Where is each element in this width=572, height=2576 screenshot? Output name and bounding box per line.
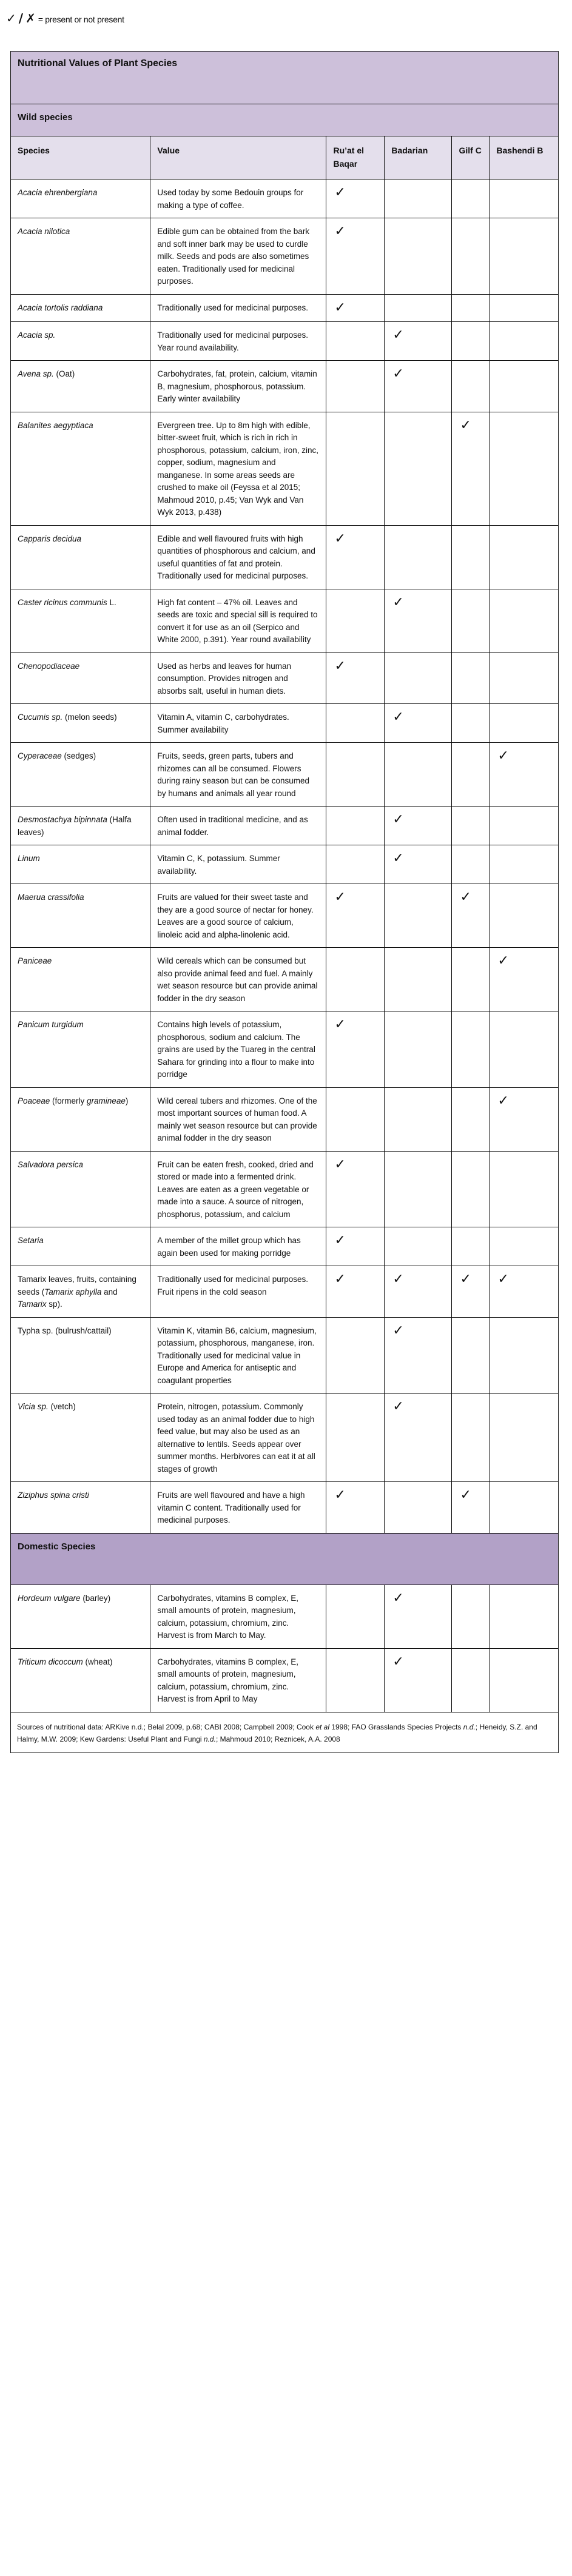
site-cell	[326, 1585, 385, 1648]
table-row	[11, 1317, 559, 1394]
check-icon: ✓	[392, 1272, 404, 1287]
check-icon: ✓	[392, 327, 404, 343]
site-cell	[385, 743, 452, 807]
column-header: Value	[150, 136, 326, 179]
value-cell: Used today by some Bedouin groups for making a type of coffee.	[150, 179, 326, 218]
table-row	[11, 322, 559, 361]
value-cell: Fruits are valued for their sweet taste and they are a good source of nectar for honey. Leaves are a good source of calcium, linoleic acid and alpha-linolenic acid.	[150, 884, 326, 948]
site-cell	[490, 1011, 559, 1088]
site-cell	[385, 218, 452, 295]
site-cell	[490, 1227, 559, 1266]
text-run: Sources of nutritional data: ARKive n.d.; Belal 2009, p.68; CABI 2008; Campbell 2009; Cook	[17, 1722, 316, 1731]
species-cell	[11, 652, 150, 704]
site-cell	[452, 652, 490, 704]
italic-text: Hordeum vulgare	[18, 1593, 81, 1603]
value-cell: High fat content – 47% oil. Leaves and seeds are toxic and special sill is required to convert it for use as an oil (Serpico and White 2000, p.391). Year round availability	[150, 589, 326, 652]
table-row	[11, 1482, 559, 1534]
site-cell	[490, 361, 559, 412]
check-icon: ✓	[460, 417, 471, 433]
table-row	[11, 704, 559, 743]
site-cell	[452, 948, 490, 1011]
text-run: (sedges)	[61, 751, 96, 760]
site-cell	[452, 412, 490, 525]
check-icon: ✓	[392, 1654, 404, 1669]
site-cell	[452, 704, 490, 743]
value-cell: Fruit can be eaten fresh, cooked, dried and stored or made into a fermented drink. Leaves are eaten as a green vegetable or made into a sauce. A source of nitrogen, phosphorus, potassium, and calcium	[150, 1151, 326, 1227]
site-cell	[326, 525, 385, 589]
site-cell	[490, 1087, 559, 1151]
text-run: 1998; FAO Grasslands Species Projects	[329, 1722, 463, 1731]
species-cell	[11, 1648, 150, 1712]
table-row	[11, 845, 559, 884]
site-cell	[326, 652, 385, 704]
column-header: Species	[11, 136, 150, 179]
table-row	[11, 1394, 559, 1482]
site-cell	[490, 743, 559, 807]
italic-text: Triticum dicoccum	[18, 1657, 83, 1666]
italic-text: n.d.	[203, 1734, 216, 1743]
italic-text: n.d.	[463, 1722, 476, 1731]
check-icon: ✓	[334, 658, 346, 674]
column-header: Ru’at el Baqar	[326, 136, 385, 179]
check-icon: ✓	[334, 1488, 346, 1503]
column-header-row	[11, 136, 559, 179]
site-cell	[326, 1011, 385, 1088]
species-cell	[11, 1151, 150, 1227]
value-cell: Vitamin A, vitamin C, carbohydrates. Summer availability	[150, 704, 326, 743]
table-row	[11, 1011, 559, 1088]
site-cell	[452, 1266, 490, 1318]
italic-text: Maerua crassifolia	[18, 893, 84, 902]
legend-text: = present or not present	[38, 15, 124, 24]
site-cell	[385, 525, 452, 589]
check-icon: ✓	[460, 890, 471, 905]
site-cell	[452, 1227, 490, 1266]
value-cell: Contains high levels of potassium, phosphorous, sodium and calcium. The grains are used by the Tuareg in the central Sahara for grinding into a flour to make into porridge	[150, 1011, 326, 1088]
table-row	[11, 743, 559, 807]
species-cell	[11, 1482, 150, 1534]
site-cell	[326, 179, 385, 218]
check-icon: ✓	[392, 594, 404, 610]
site-cell	[490, 412, 559, 525]
site-cell	[490, 652, 559, 704]
site-cell	[490, 884, 559, 948]
table-title-row	[11, 52, 559, 104]
text-run: L.	[107, 597, 116, 607]
italic-text: Chenopodiaceae	[18, 661, 80, 671]
site-cell	[490, 1151, 559, 1227]
value-cell: Traditionally used for medicinal purposes. Fruit ripens in the cold season	[150, 1266, 326, 1318]
site-cell	[452, 525, 490, 589]
check-icon: ✓	[334, 185, 346, 200]
site-cell	[326, 743, 385, 807]
species-cell	[11, 807, 150, 845]
table-title: Nutritional Values of Plant Species	[11, 52, 559, 104]
table-row	[11, 1648, 559, 1712]
italic-text: Cyperaceae	[18, 751, 62, 760]
site-cell	[490, 845, 559, 884]
value-cell: Carbohydrates, vitamins B complex, E, small amounts of protein, magnesium, calcium, potassium, chromium, zinc. Harvest is from April to May	[150, 1648, 326, 1712]
italic-text: Cucumis sp.	[18, 713, 63, 722]
site-cell	[385, 322, 452, 361]
site-cell	[385, 704, 452, 743]
check-icon: ✓	[392, 851, 404, 866]
section-header: Wild species	[11, 104, 559, 136]
site-cell	[490, 1394, 559, 1482]
site-cell	[452, 1151, 490, 1227]
site-cell	[452, 1482, 490, 1534]
species-cell	[11, 948, 150, 1011]
value-cell: Wild cereals which can be consumed but also provide animal feed and fuel. A mainly wet season resource but can provide animal fodder in the dry season	[150, 948, 326, 1011]
text-run: (wheat)	[82, 1657, 113, 1666]
site-cell	[326, 845, 385, 884]
site-cell	[452, 1087, 490, 1151]
site-cell	[490, 1317, 559, 1394]
site-cell	[385, 1482, 452, 1534]
section-header-row	[11, 1533, 559, 1585]
site-cell	[490, 218, 559, 295]
value-cell: Used as herbs and leaves for human consumption. Provides nitrogen and absorbs salt, useful in human diets.	[150, 652, 326, 704]
check-icon: ✓	[460, 1272, 471, 1287]
site-cell	[326, 1227, 385, 1266]
text-run: Tamarix leaves, fruits, containing seeds (	[18, 1275, 136, 1296]
species-cell	[11, 1317, 150, 1394]
site-cell	[490, 704, 559, 743]
site-cell	[326, 1317, 385, 1394]
site-cell	[385, 652, 452, 704]
legend	[6, 11, 124, 25]
site-cell	[326, 1087, 385, 1151]
column-header: Bashendi B	[490, 136, 559, 179]
site-cell	[385, 179, 452, 218]
table-row	[11, 884, 559, 948]
value-cell: Edible gum can be obtained from the bark and soft inner bark may be used to curdle milk. Seeds and pods are also sometimes eaten. Traditionally used for medicinal purposes.	[150, 218, 326, 295]
site-cell	[385, 1266, 452, 1318]
site-cell	[452, 361, 490, 412]
table-row	[11, 412, 559, 525]
species-cell	[11, 884, 150, 948]
site-cell	[385, 1227, 452, 1266]
check-icon: ✓	[392, 709, 404, 725]
site-cell	[385, 807, 452, 845]
table-row	[11, 1087, 559, 1151]
species-cell	[11, 1227, 150, 1266]
table-row	[11, 1266, 559, 1318]
table-row	[11, 1227, 559, 1266]
check-icon: ✓	[460, 1488, 471, 1503]
value-cell: Vitamin C, K, potassium. Summer availability.	[150, 845, 326, 884]
site-cell	[326, 1394, 385, 1482]
cross-icon: ✗	[25, 11, 36, 25]
site-cell	[452, 743, 490, 807]
value-cell: Fruits are well flavoured and have a high vitamin C content. Traditionally used for medicinal purposes.	[150, 1482, 326, 1534]
site-cell	[385, 948, 452, 1011]
species-cell	[11, 218, 150, 295]
check-icon: ✓	[497, 953, 509, 968]
species-cell	[11, 412, 150, 525]
site-cell	[385, 361, 452, 412]
italic-text: Linum	[18, 854, 40, 863]
text-run: ; Mahmoud 2010; Reznicek, A.A. 2008	[215, 1734, 340, 1743]
site-cell	[385, 589, 452, 652]
site-cell	[326, 412, 385, 525]
italic-text: Acacia nilotica	[18, 227, 70, 236]
site-cell	[490, 1585, 559, 1648]
site-cell	[452, 179, 490, 218]
italic-text: et al	[315, 1722, 329, 1731]
species-cell	[11, 1011, 150, 1088]
site-cell	[385, 294, 452, 322]
italic-text: Balanites aegyptiaca	[18, 420, 93, 430]
table-row	[11, 218, 559, 295]
check-icon: ✓	[392, 1399, 404, 1414]
value-cell: Fruits, seeds, green parts, tubers and rhizomes can all be consumed. Flowers during rainy season but can be consumed by humans and animals all year round	[150, 743, 326, 807]
check-icon: ✓	[392, 1590, 404, 1606]
text-run: (Halfa leaves)	[18, 815, 132, 837]
site-cell	[490, 1266, 559, 1318]
species-cell	[11, 704, 150, 743]
species-cell	[11, 1394, 150, 1482]
species-cell	[11, 1087, 150, 1151]
text-run: sp).	[46, 1300, 62, 1309]
table-row	[11, 179, 559, 218]
site-cell	[452, 322, 490, 361]
value-cell: Carbohydrates, vitamins B complex, E, small amounts of protein, magnesium, calcium, potassium, chromium, zinc. Harvest is from March to May.	[150, 1585, 326, 1648]
italic-text: Avena sp.	[18, 369, 54, 378]
site-cell	[385, 1585, 452, 1648]
site-cell	[326, 884, 385, 948]
site-cell	[326, 807, 385, 845]
text-run: (Oat)	[53, 369, 75, 378]
site-cell	[326, 361, 385, 412]
site-cell	[385, 1151, 452, 1227]
value-cell: Wild cereal tubers and rhizomes. One of the most important sources of human food. A mainly wet season resource but can provide animal fodder in the dry season	[150, 1087, 326, 1151]
check-icon: ✓	[392, 366, 404, 381]
check-icon: ✓	[392, 812, 404, 827]
site-cell	[385, 884, 452, 948]
site-cell	[490, 294, 559, 322]
italic-text: Tamarix	[18, 1300, 47, 1309]
site-cell	[452, 294, 490, 322]
site-cell	[326, 1482, 385, 1534]
check-icon: ✓	[392, 1323, 404, 1338]
table-row	[11, 589, 559, 652]
check-icon: ✓	[334, 1272, 346, 1287]
section-header-row	[11, 104, 559, 136]
value-cell: Traditionally used for medicinal purposes.	[150, 294, 326, 322]
site-cell	[326, 589, 385, 652]
site-cell	[452, 807, 490, 845]
italic-text: Caster ricinus communis	[18, 597, 107, 607]
species-cell	[11, 525, 150, 589]
site-cell	[385, 412, 452, 525]
italic-text: Tamarix aphylla	[44, 1287, 102, 1296]
text-run: ; Heneidy, S.Z. and Halmy, M.W. 2009; Kew Gardens: Useful Plant and Fungi	[17, 1722, 537, 1743]
species-cell	[11, 179, 150, 218]
italic-text: Setaria	[18, 1236, 44, 1245]
site-cell	[326, 1648, 385, 1712]
site-cell	[385, 1011, 452, 1088]
table-row	[11, 1585, 559, 1648]
species-cell	[11, 322, 150, 361]
italic-text: Acacia sp.	[18, 330, 56, 340]
table-row	[11, 525, 559, 589]
value-cell: Carbohydrates, fat, protein, calcium, vitamin B, magnesium, phosphorous, potassium. Early winter availability	[150, 361, 326, 412]
check-icon: ✓	[334, 531, 346, 546]
italic-text: Poaceae	[18, 1096, 50, 1105]
italic-text: Panicum turgidum	[18, 1020, 84, 1029]
site-cell	[490, 1648, 559, 1712]
site-cell	[326, 704, 385, 743]
value-cell: A member of the millet group which has again been used for making porridge	[150, 1227, 326, 1266]
site-cell	[326, 218, 385, 295]
value-cell: Traditionally used for medicinal purposes. Year round availability.	[150, 322, 326, 361]
check-icon: ✓	[334, 224, 346, 239]
species-cell	[11, 1585, 150, 1648]
species-cell	[11, 294, 150, 322]
check-icon: ✓	[6, 11, 16, 25]
text-run: Typha sp. (bulrush/cattail)	[18, 1326, 112, 1335]
species-cell	[11, 589, 150, 652]
site-cell	[452, 1585, 490, 1648]
table-row	[11, 294, 559, 322]
site-cell	[385, 845, 452, 884]
italic-text: Capparis decidua	[18, 534, 82, 543]
sources-note	[11, 1712, 559, 1753]
check-icon: ✓	[334, 1017, 346, 1032]
text-run: (barley)	[80, 1593, 111, 1603]
italic-text: Vicia sp.	[18, 1402, 49, 1411]
site-cell	[452, 1394, 490, 1482]
site-cell	[490, 525, 559, 589]
site-cell	[490, 322, 559, 361]
text-run: (melon seeds)	[62, 713, 117, 722]
check-icon: ✓	[334, 890, 346, 905]
species-cell	[11, 845, 150, 884]
site-cell	[385, 1087, 452, 1151]
site-cell	[326, 948, 385, 1011]
site-cell	[452, 589, 490, 652]
check-icon: ✓	[497, 1093, 509, 1109]
italic-text: Acacia ehrenbergiana	[18, 188, 98, 197]
value-cell: Evergreen tree. Up to 8m high with edible, bitter-sweet fruit, which is rich in rich in phosphorous, potassium, calcium, iron, zinc, copper, sodium, magnesium and manganese. In some areas seeds are crushed to make oil (Feyssa et al 2015; Mahmoud 2010, p.45; Van Wyk and Van Wyk 2013, p.438)	[150, 412, 326, 525]
value-cell: Protein, nitrogen, potassium. Commonly used today as an animal fodder due to high feed value, but may also be used as an alternative to lentils. Seeds appear over summer months. Herbivores can eat it at all stages of growth	[150, 1394, 326, 1482]
site-cell	[490, 179, 559, 218]
table-row	[11, 652, 559, 704]
check-icon: ✓	[334, 1156, 346, 1172]
text-run: (vetch)	[48, 1402, 76, 1411]
italic-text: gramineae	[87, 1096, 126, 1105]
site-cell	[385, 1317, 452, 1394]
column-header: Gilf C	[452, 136, 490, 179]
value-cell: Edible and well flavoured fruits with high quantities of phosphorous and calcium, and useful quantities of fat and protein. Traditionally used for medicinal purposes.	[150, 525, 326, 589]
italic-text: Acacia tortolis raddiana	[18, 303, 103, 312]
site-cell	[452, 1648, 490, 1712]
species-cell	[11, 1266, 150, 1318]
site-cell	[452, 1011, 490, 1088]
site-cell	[326, 1151, 385, 1227]
site-cell	[326, 1266, 385, 1318]
site-cell	[490, 807, 559, 845]
check-icon: ✓	[334, 300, 346, 315]
italic-text: Salvadora persica	[18, 1159, 84, 1169]
check-icon: ✓	[497, 748, 509, 763]
table-row	[11, 948, 559, 1011]
site-cell	[452, 218, 490, 295]
site-cell	[385, 1394, 452, 1482]
site-cell	[490, 948, 559, 1011]
site-cell	[385, 1648, 452, 1712]
check-icon: ✓	[334, 1233, 346, 1248]
italic-text: Ziziphus spina cristi	[18, 1491, 89, 1500]
site-cell	[326, 294, 385, 322]
text-run: and	[101, 1287, 118, 1296]
site-cell	[490, 589, 559, 652]
legend-separator: /	[18, 11, 24, 25]
site-cell	[490, 1482, 559, 1534]
value-cell: Vitamin K, vitamin B6, calcium, magnesium, potassium, phosphorous, manganese, iron. Traditionally used for medicinal value in Europe and America for antiseptic and coagulant properties	[150, 1317, 326, 1394]
table-row	[11, 1151, 559, 1227]
italic-text: Desmostachya bipinnata	[18, 815, 107, 824]
table-row	[11, 361, 559, 412]
table-row	[11, 807, 559, 845]
species-cell	[11, 743, 150, 807]
text-run: )	[125, 1096, 129, 1105]
column-header: Badarian	[385, 136, 452, 179]
check-icon: ✓	[497, 1272, 509, 1287]
site-cell	[452, 845, 490, 884]
species-cell	[11, 361, 150, 412]
value-cell: Often used in traditional medicine, and as animal fodder.	[150, 807, 326, 845]
site-cell	[452, 884, 490, 948]
nutrition-table	[10, 51, 559, 1753]
sources-row	[11, 1712, 559, 1753]
site-cell	[452, 1317, 490, 1394]
text-run: (formerly	[50, 1096, 87, 1105]
site-cell	[326, 322, 385, 361]
italic-text: Paniceae	[18, 956, 52, 965]
section-header: Domestic Species	[11, 1533, 559, 1585]
